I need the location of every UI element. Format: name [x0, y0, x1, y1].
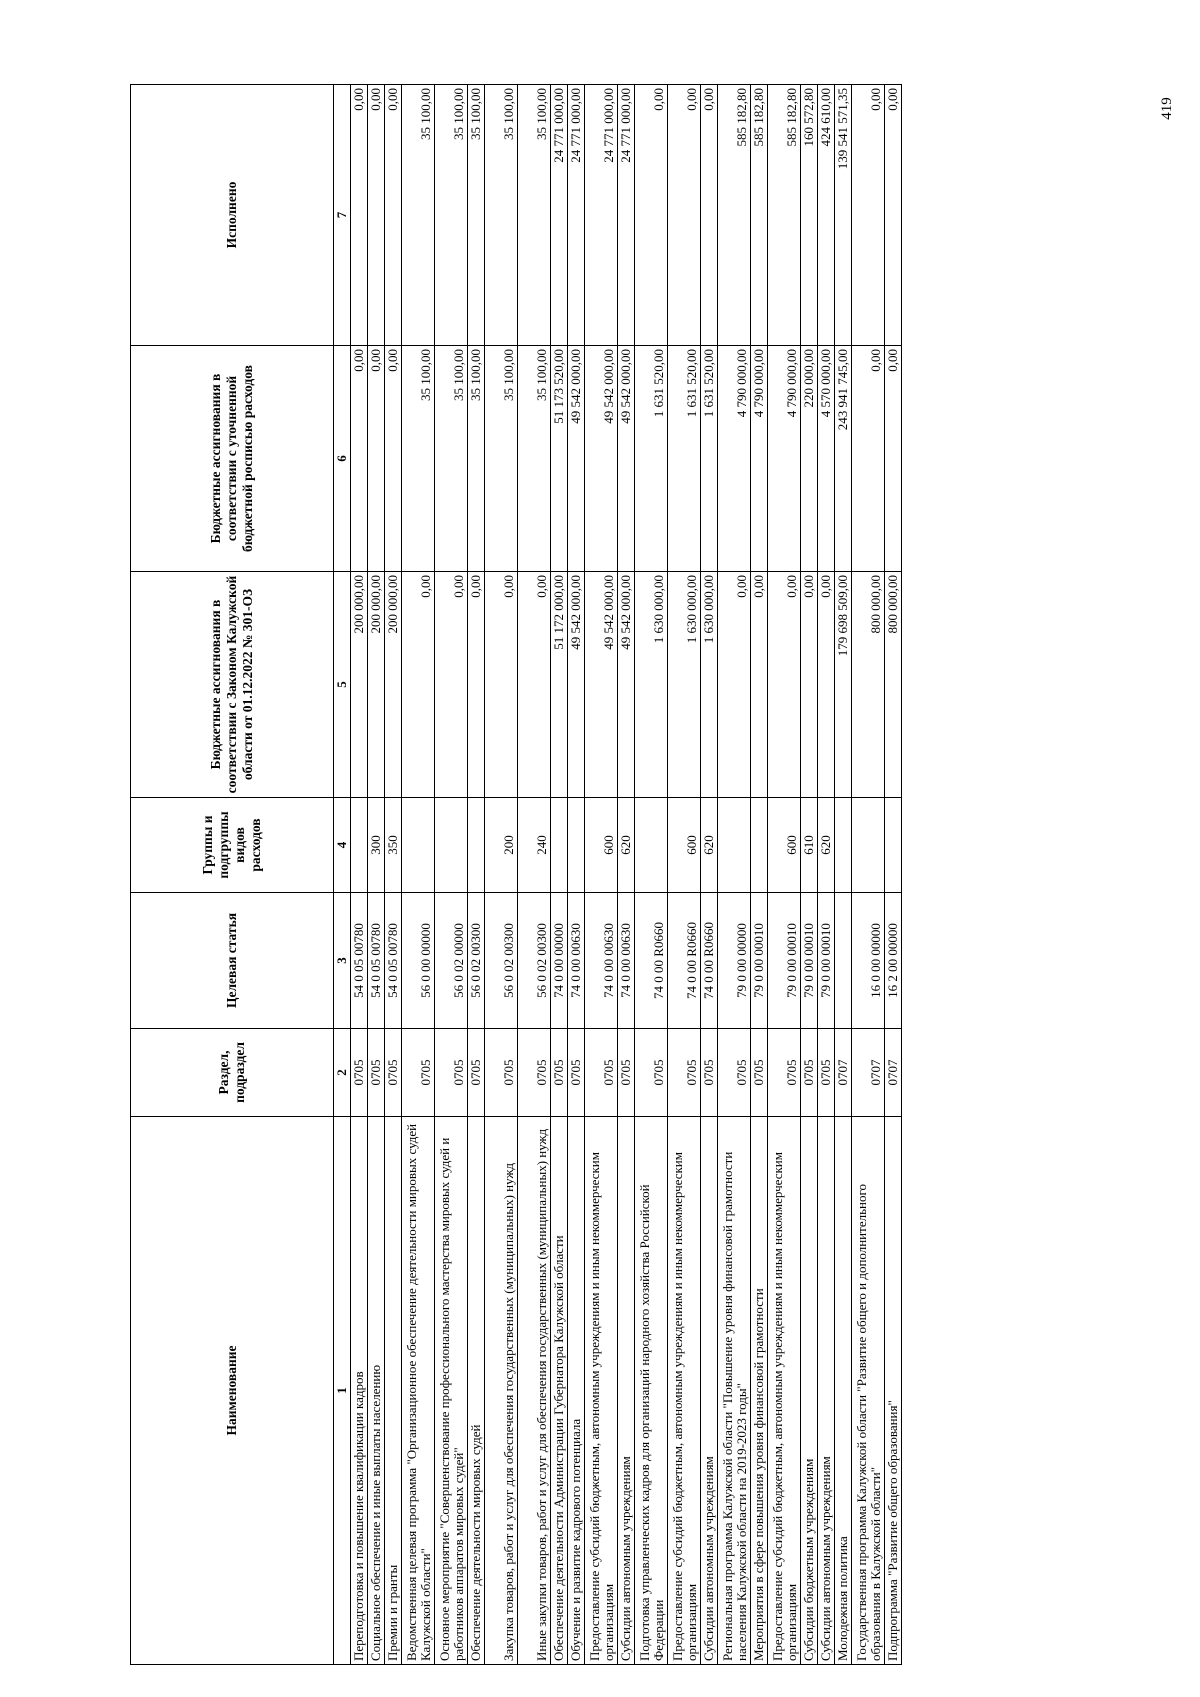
row-law-amount: 0,00: [435, 572, 468, 798]
rotated-page: [130, 85, 1000, 1665]
row-section: 0707: [835, 1029, 852, 1117]
row-group: [852, 798, 885, 893]
row-executed-amount: 24 771 000,00: [551, 85, 568, 346]
row-law-amount: 51 172 000,00: [551, 572, 568, 798]
row-name: Обучение и развитие кадрового потенциала: [568, 1117, 585, 1665]
row-refined-amount: 0,00: [368, 346, 385, 572]
table-row: [668, 85, 701, 1665]
row-section: 0705: [668, 1029, 701, 1117]
row-section: 0705: [618, 1029, 635, 1117]
row-target: [835, 893, 852, 1029]
row-executed-amount: 160 572,80: [801, 85, 818, 346]
row-law-amount: 800 000,00: [885, 572, 902, 798]
row-group: [885, 798, 902, 893]
table-row: [751, 85, 768, 1665]
row-target: 54 0 05 00780: [351, 893, 368, 1029]
row-group: 610: [801, 798, 818, 893]
row-law-amount: 200 000,00: [351, 572, 368, 798]
row-section: 0705: [468, 1029, 485, 1117]
row-group: [718, 798, 751, 893]
row-name: Премии и гранты: [385, 1117, 402, 1665]
table-row: [402, 85, 435, 1665]
row-refined-amount: 35 100,00: [402, 346, 435, 572]
table-row: [585, 85, 618, 1665]
row-refined-amount: 243 941 745,00: [835, 346, 852, 572]
row-law-amount: 0,00: [768, 572, 801, 798]
row-name: Предоставление субсидий бюджетным, автономным учреждениям и иным некоммерческим организациям: [585, 1117, 618, 1665]
row-executed-amount: 0,00: [635, 85, 668, 346]
row-executed-amount: 0,00: [368, 85, 385, 346]
row-executed-amount: 35 100,00: [485, 85, 518, 346]
row-section: 0705: [585, 1029, 618, 1117]
row-section: 0707: [885, 1029, 902, 1117]
header-target: Целевая статья: [131, 893, 334, 1029]
row-refined-amount: 0,00: [385, 346, 402, 572]
row-executed-amount: 0,00: [852, 85, 885, 346]
page-number: 419: [1158, 97, 1175, 120]
row-refined-amount: 1 631 520,00: [635, 346, 668, 572]
row-law-amount: 800 000,00: [852, 572, 885, 798]
row-target: 74 0 00 00630: [618, 893, 635, 1029]
table-row: [718, 85, 751, 1665]
row-executed-amount: 0,00: [668, 85, 701, 346]
table-row: [635, 85, 668, 1665]
row-law-amount: 0,00: [485, 572, 518, 798]
col-number: 1: [334, 1117, 351, 1665]
row-name: Обеспечение деятельности Администрации Губернатора Калужской области: [551, 1117, 568, 1665]
row-section: 0705: [435, 1029, 468, 1117]
header-refined: Бюджетные ассигнования в соответствии с уточненной бюджетной росписью расходов: [131, 346, 334, 572]
col-number: 6: [334, 346, 351, 572]
row-group: [551, 798, 568, 893]
col-number: 7: [334, 85, 351, 346]
row-group: 200: [485, 798, 518, 893]
row-target: 79 0 00 00010: [818, 893, 835, 1029]
row-target: 74 0 00 R0660: [635, 893, 668, 1029]
header-row: [131, 85, 334, 1665]
row-target: 74 0 00 00630: [568, 893, 585, 1029]
col-number: 4: [334, 798, 351, 893]
row-target: 56 0 02 00000: [435, 893, 468, 1029]
table-body: [351, 85, 902, 1665]
row-law-amount: 49 542 000,00: [585, 572, 618, 798]
row-group: [468, 798, 485, 893]
row-section: 0705: [718, 1029, 751, 1117]
row-section: 0705: [485, 1029, 518, 1117]
row-name: Подпрограмма "Развитие общего образования": [885, 1117, 902, 1665]
table-row: [852, 85, 885, 1665]
header-name: Наименование: [131, 1117, 334, 1665]
row-executed-amount: 0,00: [385, 85, 402, 346]
row-group: [568, 798, 585, 893]
row-refined-amount: 49 542 000,00: [618, 346, 635, 572]
row-target: 16 0 00 00000: [852, 893, 885, 1029]
row-group: 350: [385, 798, 402, 893]
row-refined-amount: 35 100,00: [435, 346, 468, 572]
table-row: [435, 85, 468, 1665]
table-row: [351, 85, 368, 1665]
row-section: 0705: [551, 1029, 568, 1117]
table-row: [568, 85, 585, 1665]
row-section: 0705: [368, 1029, 385, 1117]
row-law-amount: 0,00: [468, 572, 485, 798]
table-row: [385, 85, 402, 1665]
table-row: [551, 85, 568, 1665]
row-section: 0705: [768, 1029, 801, 1117]
row-name: Предоставление субсидий бюджетным, автономным учреждениям и иным некоммерческим организациям: [668, 1117, 701, 1665]
table-row: [818, 85, 835, 1665]
row-refined-amount: 4 790 000,00: [768, 346, 801, 572]
row-target: 56 0 00 00000: [402, 893, 435, 1029]
row-section: 0705: [801, 1029, 818, 1117]
row-group: 620: [701, 798, 718, 893]
row-refined-amount: 0,00: [852, 346, 885, 572]
col-number: 3: [334, 893, 351, 1029]
row-group: 240: [518, 798, 551, 893]
row-group: [635, 798, 668, 893]
row-refined-amount: 1 631 520,00: [701, 346, 718, 572]
row-executed-amount: 0,00: [701, 85, 718, 346]
row-executed-amount: 139 541 571,35: [835, 85, 852, 346]
row-executed-amount: 585 182,80: [768, 85, 801, 346]
row-target: 79 0 00 00000: [718, 893, 751, 1029]
row-group: 300: [368, 798, 385, 893]
row-law-amount: 200 000,00: [368, 572, 385, 798]
row-law-amount: 1 630 000,00: [668, 572, 701, 798]
row-name: Мероприятия в сфере повышения уровня финансовой грамотности: [751, 1117, 768, 1665]
row-target: 74 0 00 00000: [551, 893, 568, 1029]
row-target: 79 0 00 00010: [768, 893, 801, 1029]
row-group: 600: [768, 798, 801, 893]
row-refined-amount: 49 542 000,00: [585, 346, 618, 572]
row-executed-amount: 585 182,80: [718, 85, 751, 346]
row-law-amount: 1 630 000,00: [701, 572, 718, 798]
table-row: [485, 85, 518, 1665]
row-law-amount: 0,00: [518, 572, 551, 798]
row-group: [351, 798, 368, 893]
col-number: 5: [334, 572, 351, 798]
row-law-amount: 49 542 000,00: [618, 572, 635, 798]
row-executed-amount: 0,00: [885, 85, 902, 346]
row-refined-amount: 4 790 000,00: [718, 346, 751, 572]
row-law-amount: 0,00: [818, 572, 835, 798]
row-name: Молодежная политика: [835, 1117, 852, 1665]
row-group: 600: [668, 798, 701, 893]
row-refined-amount: 0,00: [351, 346, 368, 572]
row-section: 0705: [518, 1029, 551, 1117]
table-row: [801, 85, 818, 1665]
row-law-amount: 0,00: [718, 572, 751, 798]
row-refined-amount: 49 542 000,00: [568, 346, 585, 572]
row-section: 0705: [818, 1029, 835, 1117]
row-name: Социальное обеспечение и иные выплаты населению: [368, 1117, 385, 1665]
column-number-row: [334, 85, 351, 1665]
row-target: 56 0 02 00300: [518, 893, 551, 1029]
row-section: 0705: [701, 1029, 718, 1117]
row-law-amount: 0,00: [801, 572, 818, 798]
row-target: 16 2 00 00000: [885, 893, 902, 1029]
row-target: 54 0 05 00780: [368, 893, 385, 1029]
budget-table: [130, 84, 902, 1665]
row-law-amount: 1 630 000,00: [635, 572, 668, 798]
row-executed-amount: 585 182,80: [751, 85, 768, 346]
row-group: 600: [585, 798, 618, 893]
row-law-amount: 179 698 509,00: [835, 572, 852, 798]
row-executed-amount: 35 100,00: [435, 85, 468, 346]
row-group: 620: [818, 798, 835, 893]
table-row: [368, 85, 385, 1665]
row-name: Основное мероприятие "Совершенствование профессионального мастерства мировых судей и работников аппаратов мировых судей": [435, 1117, 468, 1665]
col-number: 2: [334, 1029, 351, 1117]
row-group: [751, 798, 768, 893]
table-row: [835, 85, 852, 1665]
row-group: 620: [618, 798, 635, 893]
table-row: [518, 85, 551, 1665]
table-row: [768, 85, 801, 1665]
row-refined-amount: 35 100,00: [468, 346, 485, 572]
row-name: Обеспечение деятельности мировых судей: [468, 1117, 485, 1665]
row-refined-amount: 220 000,00: [801, 346, 818, 572]
row-target: 54 0 05 00780: [385, 893, 402, 1029]
row-group: [835, 798, 852, 893]
header-groups: Группы и подгруппы видов расходов: [131, 798, 334, 893]
row-name: Иные закупки товаров, работ и услуг для обеспечения государственных (муниципальных) нужд: [518, 1117, 551, 1665]
row-target: 79 0 00 00010: [801, 893, 818, 1029]
row-refined-amount: 4 570 000,00: [818, 346, 835, 572]
header-executed: Исполнено: [131, 85, 334, 346]
row-name: Региональная программа Калужской области "Повышение уровня финансовой грамотности населения Калужской области на 2019-2023 годы": [718, 1117, 751, 1665]
row-executed-amount: 24 771 000,00: [618, 85, 635, 346]
row-executed-amount: 24 771 000,00: [568, 85, 585, 346]
row-refined-amount: 51 173 520,00: [551, 346, 568, 572]
row-refined-amount: 35 100,00: [485, 346, 518, 572]
header-section: Раздел, подраздел: [131, 1029, 334, 1117]
row-group: [402, 798, 435, 893]
row-name: Государственная программа Калужской области "Развитие общего и дополнительного образования в Калужской области": [852, 1117, 885, 1665]
row-section: 0705: [402, 1029, 435, 1117]
row-section: 0705: [635, 1029, 668, 1117]
row-executed-amount: 424 610,00: [818, 85, 835, 346]
row-target: 74 0 00 R0660: [701, 893, 718, 1029]
row-target: 56 0 02 00300: [468, 893, 485, 1029]
row-name: Ведомственная целевая программа "Организационное обеспечение деятельности мировых судей Калужской области": [402, 1117, 435, 1665]
table-row: [468, 85, 485, 1665]
row-section: 0705: [751, 1029, 768, 1117]
row-group: [435, 798, 468, 893]
row-refined-amount: 0,00: [885, 346, 902, 572]
row-name: Переподготовка и повышение квалификации кадров: [351, 1117, 368, 1665]
row-name: Субсидии автономным учреждениям: [701, 1117, 718, 1665]
row-executed-amount: 35 100,00: [402, 85, 435, 346]
row-name: Подготовка управленческих кадров для организаций народного хозяйства Российской Федерации: [635, 1117, 668, 1665]
row-name: Субсидии автономным учреждениям: [818, 1117, 835, 1665]
row-section: 0705: [568, 1029, 585, 1117]
row-name: Субсидии бюджетным учреждениям: [801, 1117, 818, 1665]
row-name: Предоставление субсидий бюджетным, автономным учреждениям и иным некоммерческим организациям: [768, 1117, 801, 1665]
row-executed-amount: 24 771 000,00: [585, 85, 618, 346]
row-refined-amount: 35 100,00: [518, 346, 551, 572]
row-executed-amount: 35 100,00: [518, 85, 551, 346]
row-executed-amount: 0,00: [351, 85, 368, 346]
row-section: 0707: [852, 1029, 885, 1117]
row-refined-amount: 1 631 520,00: [668, 346, 701, 572]
row-law-amount: 0,00: [402, 572, 435, 798]
row-name: Субсидии автономным учреждениям: [618, 1117, 635, 1665]
row-section: 0705: [385, 1029, 402, 1117]
row-law-amount: 49 542 000,00: [568, 572, 585, 798]
row-target: 79 0 00 00010: [751, 893, 768, 1029]
row-name: Закупка товаров, работ и услуг для обеспечения государственных (муниципальных) нужд: [485, 1117, 518, 1665]
row-target: 74 0 00 R0660: [668, 893, 701, 1029]
row-law-amount: 200 000,00: [385, 572, 402, 798]
table-row: [618, 85, 635, 1665]
header-law: Бюджетные ассигнования в соответствии с Законом Калужской области от 01.12.2022 № 301-ОЗ: [131, 572, 334, 798]
row-refined-amount: 4 790 000,00: [751, 346, 768, 572]
row-target: 74 0 00 00630: [585, 893, 618, 1029]
row-law-amount: 0,00: [751, 572, 768, 798]
table-row: [885, 85, 902, 1665]
table-row: [701, 85, 718, 1665]
row-executed-amount: 35 100,00: [468, 85, 485, 346]
row-target: 56 0 02 00300: [485, 893, 518, 1029]
row-section: 0705: [351, 1029, 368, 1117]
